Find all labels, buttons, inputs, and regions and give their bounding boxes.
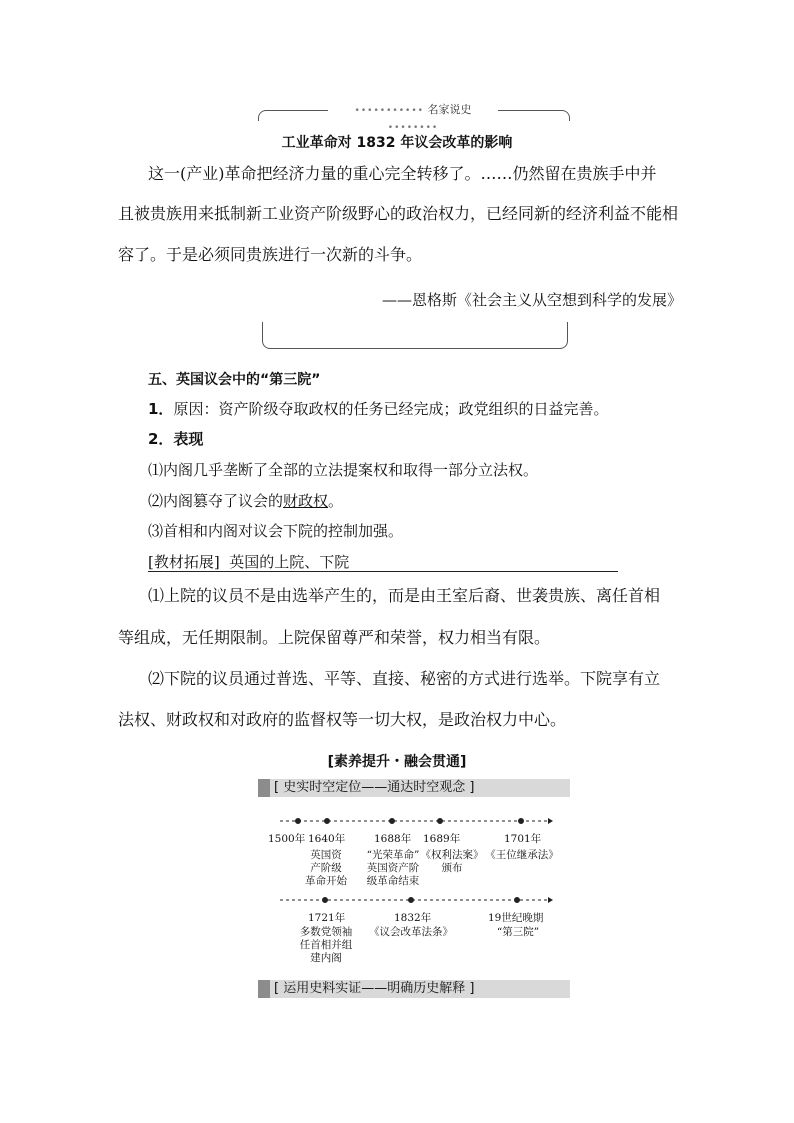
year-1689: 1689年 xyxy=(423,833,461,845)
ext-p2-line-1: ⑵下院的议员通过普选、平等、直接、秘密的方式进行选举。下院享有立 xyxy=(148,669,661,688)
year-1688: 1688年 xyxy=(374,833,412,845)
sub-item-2-underlined: 财政权 xyxy=(283,492,329,510)
event-1721-line: 任首相并组 xyxy=(299,939,353,951)
timeline-dot-1689 xyxy=(438,819,443,824)
quote-line-2: 且被贵族用来抵制新工业资产阶级野心的政治权力，已经同新的经济利益不能相 xyxy=(118,204,679,223)
section-heading: 五、英国议会中的“第三院” xyxy=(148,372,321,388)
item-1-text: 资产阶级夺取政权的任务已经完成；政党组织的日益完善。 xyxy=(218,400,609,418)
event-1832-line: 《议会改革法条》 xyxy=(369,926,453,938)
event-1721 xyxy=(295,926,357,965)
sub-item-1: ⑴内阁几乎垄断了全部的立法提案权和取得一部分立法权。 xyxy=(148,461,539,479)
sub-item-2-b: 。 xyxy=(328,492,344,510)
sub-item-3: ⑶首相和内阁对议会下院的控制加强。 xyxy=(148,522,404,540)
quote-box-tag: ••••••••••• 名家说史 •••••••• xyxy=(328,102,498,118)
item-1-num: 1． xyxy=(148,400,174,418)
item-1-label: 原因： xyxy=(173,400,219,418)
ext-title: 英国的上院、下院 xyxy=(229,553,350,571)
event-1832 xyxy=(364,926,458,939)
event-1721-line: 建内阁 xyxy=(310,952,342,964)
bar-timeline-label: [ 史实时空定位——通达时空观念 ] xyxy=(274,780,475,795)
year-19c: 19世纪晚期 xyxy=(488,912,544,924)
year-1500: 1500年 xyxy=(268,833,306,845)
sub-item-2-a: ⑵内阁篡夺了议会的 xyxy=(148,492,284,510)
year-1721: 1721年 xyxy=(308,912,346,924)
quote-line-1: 这一(产业)革命把经济力量的重心完全转移了。……仍然留在贵族手中并 xyxy=(148,164,657,183)
event-1721-line: 多数党领袖 xyxy=(299,926,353,938)
quote-title: 工业革命对 1832 年议会改革的影响 xyxy=(281,135,513,151)
event-1689 xyxy=(418,849,486,875)
event-1688-line: 英国资产阶 xyxy=(366,862,420,874)
year-1701: 1701年 xyxy=(504,833,542,845)
event-1689-line: 颁布 xyxy=(441,862,463,874)
ext-p1-line-1: ⑴上院的议员不是由选举产生的，而是由王室后裔、世袭贵族、离任首相 xyxy=(148,586,661,605)
year-1832: 1832年 xyxy=(394,912,432,924)
timeline-dot-1640 xyxy=(325,819,330,824)
event-1640-line: 英国资 xyxy=(310,849,342,861)
timeline-dot-1500 xyxy=(296,819,301,824)
ext-p2-line-2: 法权、财政权和对政府的监督权等一切大权，是政治权力中心。 xyxy=(118,710,567,729)
event-1689-line: 《权利法案》 xyxy=(420,849,484,861)
literacy-title: [素养提升・融会贯通] xyxy=(327,754,467,770)
timeline-dot-1721 xyxy=(323,898,328,903)
year-1640: 1640年 xyxy=(308,833,346,845)
timeline-dot-1688 xyxy=(390,819,395,824)
event-1688-line: 级革命结束 xyxy=(366,875,420,887)
timeline-dot-19c xyxy=(515,898,520,903)
event-1688 xyxy=(360,849,426,888)
ext-p1-line-2: 等组成，无任期限制。上院保留尊严和荣誉，权力相当有限。 xyxy=(118,628,551,647)
bar-evidence-label: [ 运用史料实证——明确历史解释 ] xyxy=(274,981,475,996)
event-1640-line: 革命开始 xyxy=(305,875,347,887)
event-1640-line: 产阶级 xyxy=(310,862,342,874)
event-1701 xyxy=(484,849,560,862)
quote-source: ——恩格斯《社会主义从空想到科学的发展》 xyxy=(382,291,683,309)
event-19c xyxy=(486,926,550,939)
bar-evidence xyxy=(258,980,570,998)
quote-line-3: 容了。于是必须同贵族进行一次新的斗争。 xyxy=(118,245,423,264)
timeline-dot-1701 xyxy=(519,819,524,824)
ext-tag: [教材拓展] xyxy=(148,553,220,571)
timeline-dot-1832 xyxy=(409,898,414,903)
event-1701-line: 《王位继承法》 xyxy=(485,849,559,861)
event-19c-line: “第三院” xyxy=(496,926,540,938)
event-1688-line: “光荣革命” xyxy=(366,849,420,861)
quote-box-tag-label: 名家说史 xyxy=(427,103,472,116)
item-2: 2．表现 xyxy=(148,430,204,448)
event-1640 xyxy=(296,849,356,888)
